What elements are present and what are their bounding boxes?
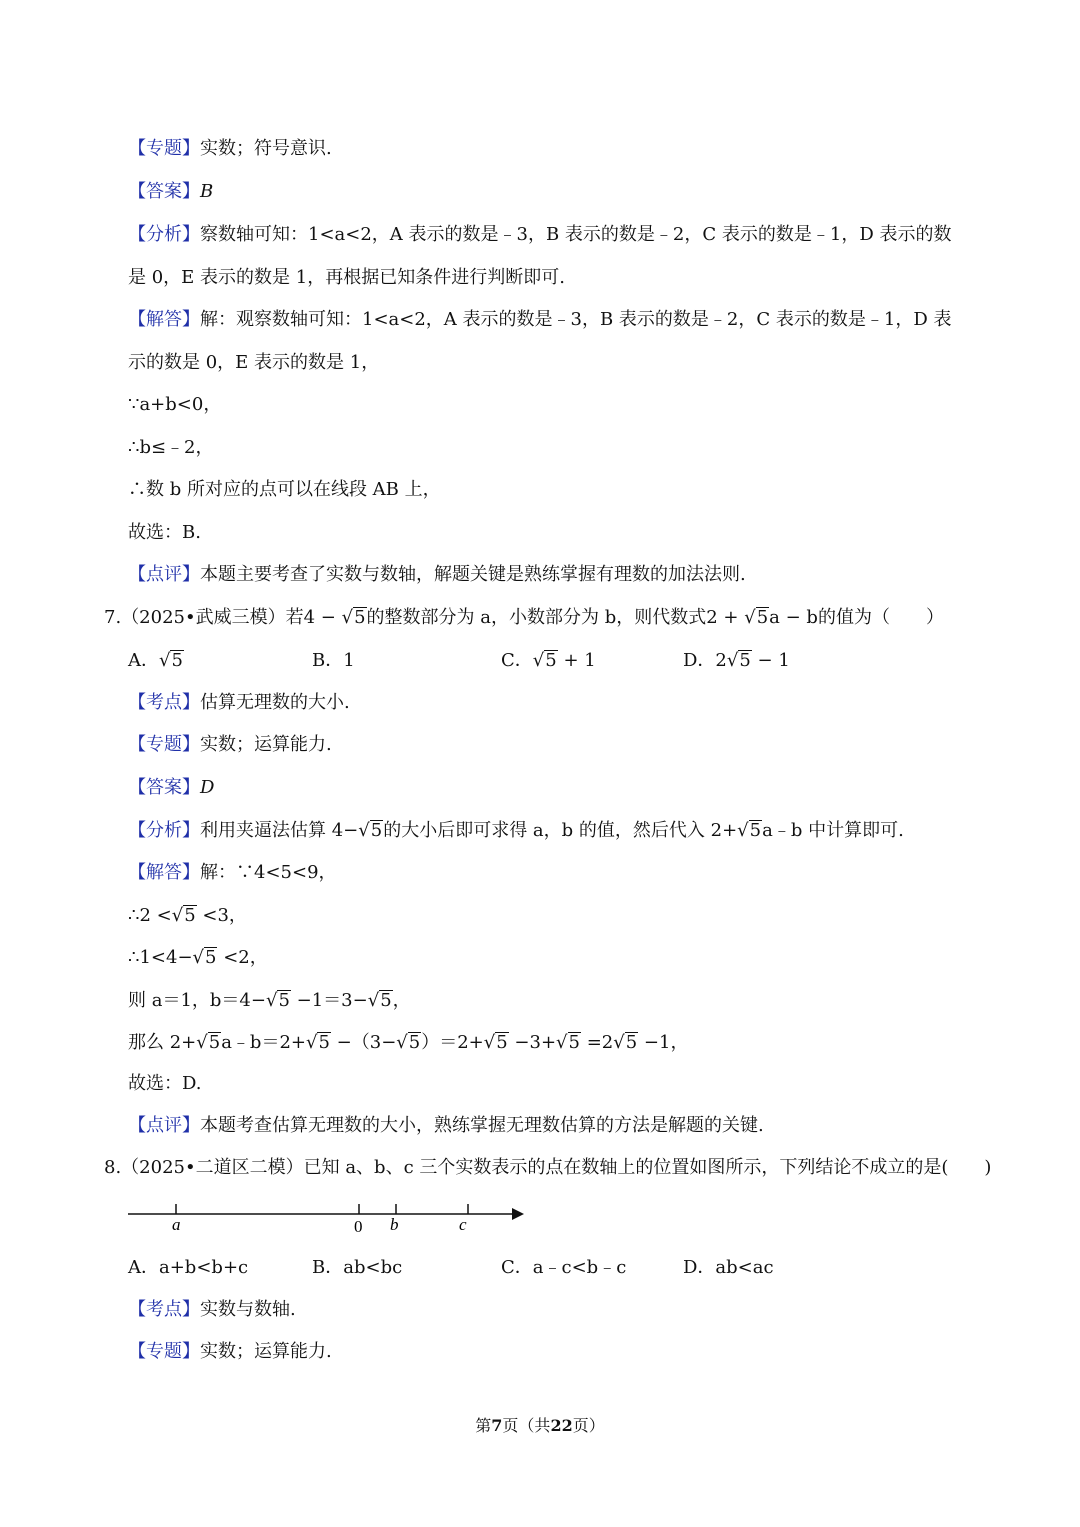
sqrt-symbol: √5 — [726, 650, 751, 671]
q7-step1: ∴2 <√5 <3， — [128, 903, 247, 929]
label-zero: 0 — [354, 1217, 363, 1236]
kaodian-tag: 【考点】 — [128, 1299, 200, 1320]
sqrt-symbol: √5 — [171, 905, 196, 926]
arrow-right-icon — [512, 1208, 524, 1220]
q8-kaodian-line: 【考点】实数与数轴. — [128, 1299, 296, 1320]
dianping-tag: 【点评】 — [128, 564, 200, 585]
q7-choose: 故选：D. — [128, 1073, 202, 1094]
q7-option-c[interactable]: C．√5 + 1 — [501, 648, 596, 674]
q6-jieda-line1 — [128, 307, 951, 333]
sqrt-symbol: √5 — [306, 1032, 330, 1053]
q7-stem-b: 的整数部分为 a，小数部分为 b，则代数式2 + — [366, 607, 745, 628]
q6-answer-text: B — [200, 181, 214, 202]
q6-zhuanti-line — [128, 136, 332, 162]
label-c: c — [459, 1215, 467, 1234]
q7-stem-c: a − b的值为（ ） — [769, 607, 944, 628]
q6-answer-line — [128, 179, 213, 205]
q6-fenxi-line2: 是 0，E 表示的数是 1，再根据已知条件进行判断即可. — [128, 267, 565, 288]
q6-dianping-line — [128, 562, 746, 588]
q7-option-b[interactable]: B．1 — [312, 650, 355, 671]
sqrt-symbol: √5 — [192, 947, 217, 968]
q6-step1: ∵a+b<0， — [128, 394, 222, 415]
sqrt-symbol: √5 — [556, 1032, 580, 1053]
q6-choose: 故选：B. — [128, 522, 201, 543]
q7-number: 7. — [104, 607, 122, 628]
q7-step2: ∴1<4−√5 <2， — [128, 945, 268, 971]
q8-option-a[interactable]: A．a+b<b+c — [128, 1257, 249, 1278]
label-a: a — [172, 1215, 181, 1234]
sqrt-symbol: √5 — [744, 607, 769, 628]
q8-stem: 8.（2025•二道区二模）已知 a、b、c 三个实数表示的点在数轴上的位置如图所示，下列结论不成立的是( ) — [104, 1157, 992, 1178]
q7-option-d[interactable]: D．2√5 − 1 — [683, 648, 790, 674]
zhuanti-tag: 【专题】 — [128, 138, 200, 159]
q6-step3: ∴数 b 所对应的点可以在线段 AB 上， — [128, 479, 441, 500]
sqrt-symbol: √5 — [159, 650, 183, 671]
q6-zhuanti-text: 实数；符号意识. — [200, 138, 332, 159]
sqrt-symbol: √5 — [196, 1032, 221, 1053]
q6-step2: ∴b≤﹣2， — [128, 437, 214, 458]
q6-jieda-text1: 解：观察数轴可知：1<a<2，A 表示的数是﹣3，B 表示的数是﹣2，C 表示的数是﹣1，D 表 — [200, 309, 952, 330]
sqrt-symbol: √5 — [358, 820, 383, 841]
total-pages: 22 — [550, 1416, 573, 1435]
sqrt-symbol: √5 — [613, 1032, 638, 1053]
jieda-tag: 【解答】 — [128, 309, 200, 330]
q6-dianping-text: 本题主要考查了实数与数轴，解题关键是熟练掌握有理数的加法法则. — [200, 564, 746, 585]
q7-option-a[interactable]: A．√5 — [128, 648, 184, 674]
q7-step4: 那么 2+√5a﹣b＝2+√5 −（3−√5）＝2+√5 −3+√5 =2√5 −1， — [128, 1030, 688, 1056]
q7-zhuanti-line: 【专题】实数；运算能力. — [128, 734, 332, 755]
sqrt-symbol: √5 — [483, 1032, 508, 1053]
q8-option-c[interactable]: C．a﹣c<b﹣c — [501, 1257, 627, 1278]
q7-kaodian-line: 【考点】估算无理数的大小. — [128, 692, 350, 713]
q7-fenxi-line: 【分析】利用夹逼法估算 4−√5的大小后即可求得 a，b 的值，然后代入 2+√5a﹣b 中计算即可. — [128, 818, 904, 844]
q8-option-b[interactable]: B．ab<bc — [312, 1257, 403, 1278]
kaodian-tag: 【考点】 — [128, 692, 200, 713]
q6-fenxi-line1 — [128, 222, 951, 248]
q8-zhuanti-line: 【专题】实数；运算能力. — [128, 1341, 332, 1362]
zhuanti-tag: 【专题】 — [128, 734, 200, 755]
q7-jieda-line: 【解答】解：∵4<5<9， — [128, 862, 337, 883]
q7-stem-a: 若4 − — [285, 607, 342, 628]
label-b: b — [390, 1215, 399, 1234]
daan-tag: 【答案】 — [128, 777, 200, 798]
q8-option-d[interactable]: D．ab<ac — [683, 1257, 774, 1278]
q7-stem — [104, 605, 944, 631]
daan-tag: 【答案】 — [128, 181, 200, 202]
page-footer: 第7页（共22页） — [475, 1416, 605, 1435]
jieda-tag: 【解答】 — [128, 862, 200, 883]
q7-dianping-line: 【点评】本题考查估算无理数的大小，熟练掌握无理数估算的方法是解题的关键. — [128, 1115, 764, 1136]
q7-source: （2025•武威三模） — [121, 607, 286, 628]
q6-fenxi-text1: 察数轴可知：1<a<2，A 表示的数是﹣3，B 表示的数是﹣2，C 表示的数是﹣1，D 表示的数 — [200, 224, 952, 245]
sqrt-symbol: √5 — [265, 990, 290, 1011]
sqrt-symbol: √5 — [532, 650, 557, 671]
sqrt-symbol: √5 — [367, 990, 392, 1011]
page-number: 7 — [491, 1416, 503, 1435]
q7-answer-line: 【答案】D — [128, 777, 215, 798]
number-line-figure — [128, 1196, 528, 1240]
sqrt-symbol: √5 — [737, 820, 762, 841]
q6-jieda-line2: 示的数是 0，E 表示的数是 1， — [128, 352, 380, 373]
q7-step3: 则 a＝1，b＝4−√5 −1＝3−√5， — [128, 988, 411, 1014]
zhuanti-tag: 【专题】 — [128, 1341, 200, 1362]
sqrt-symbol: √5 — [396, 1032, 421, 1053]
sqrt-symbol: √5 — [341, 607, 366, 628]
fenxi-tag: 【分析】 — [128, 820, 200, 841]
fenxi-tag: 【分析】 — [128, 224, 200, 245]
dianping-tag: 【点评】 — [128, 1115, 200, 1136]
